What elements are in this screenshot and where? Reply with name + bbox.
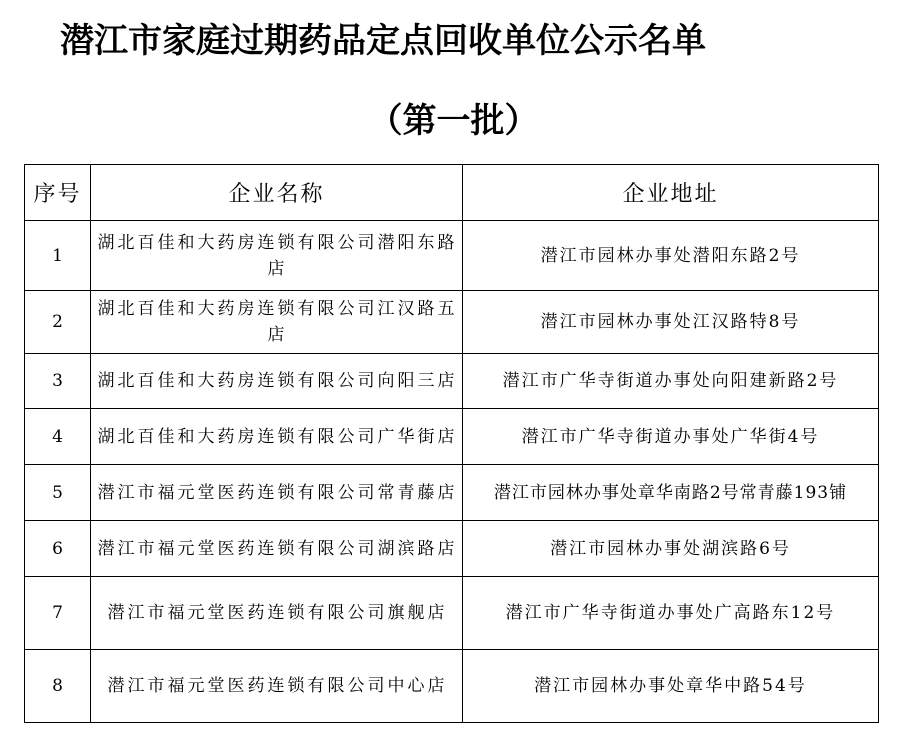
company-name: 潜江市福元堂医药连锁有限公司旗舰店 [91, 577, 463, 650]
company-name: 潜江市福元堂医药连锁有限公司湖滨路店 [91, 521, 463, 577]
company-name: 湖北百佳和大药房连锁有限公司向阳三店 [91, 354, 463, 409]
company-address: 潜江市园林办事处湖滨路6号 [463, 521, 879, 577]
header-company-name: 企业名称 [91, 165, 463, 221]
recycling-units-table [24, 164, 879, 723]
company-address: 潜江市广华寺街道办事处向阳建新路2号 [463, 354, 879, 409]
company-name: 潜江市福元堂医药连锁有限公司中心店 [91, 650, 463, 723]
company-name: 湖北百佳和大药房连锁有限公司潜阳东路店 [91, 221, 463, 291]
company-name: 湖北百佳和大药房连锁有限公司江汉路五店 [91, 291, 463, 354]
company-address: 潜江市园林办事处江汉路特8号 [463, 291, 879, 354]
document-subtitle: （第一批） [368, 101, 539, 141]
row-number: 3 [25, 354, 91, 409]
document-title: 潜江市家庭过期药品定点回收单位公示名单 [60, 21, 706, 61]
company-name: 潜江市福元堂医药连锁有限公司常青藤店 [91, 465, 463, 521]
row-number: 8 [25, 650, 91, 723]
company-address: 潜江市园林办事处章华中路54号 [463, 650, 879, 723]
table-row [25, 291, 879, 354]
row-number: 7 [25, 577, 91, 650]
row-number: 2 [25, 291, 91, 354]
row-number: 4 [25, 409, 91, 465]
header-number: 序号 [25, 165, 91, 221]
company-name: 湖北百佳和大药房连锁有限公司广华街店 [91, 409, 463, 465]
company-address: 潜江市园林办事处章华南路2号常青藤193铺 [463, 465, 879, 521]
table-row [25, 409, 879, 465]
table-row [25, 577, 879, 650]
row-number: 6 [25, 521, 91, 577]
company-address: 潜江市园林办事处潜阳东路2号 [463, 221, 879, 291]
table-row [25, 354, 879, 409]
row-number: 1 [25, 221, 91, 291]
table-row [25, 650, 879, 723]
table-row [25, 521, 879, 577]
table-row [25, 221, 879, 291]
table-row [25, 465, 879, 521]
company-address: 潜江市广华寺街道办事处广高路东12号 [463, 577, 879, 650]
table-header-row [25, 165, 879, 221]
company-address: 潜江市广华寺街道办事处广华街4号 [463, 409, 879, 465]
header-company-address: 企业地址 [463, 165, 879, 221]
row-number: 5 [25, 465, 91, 521]
